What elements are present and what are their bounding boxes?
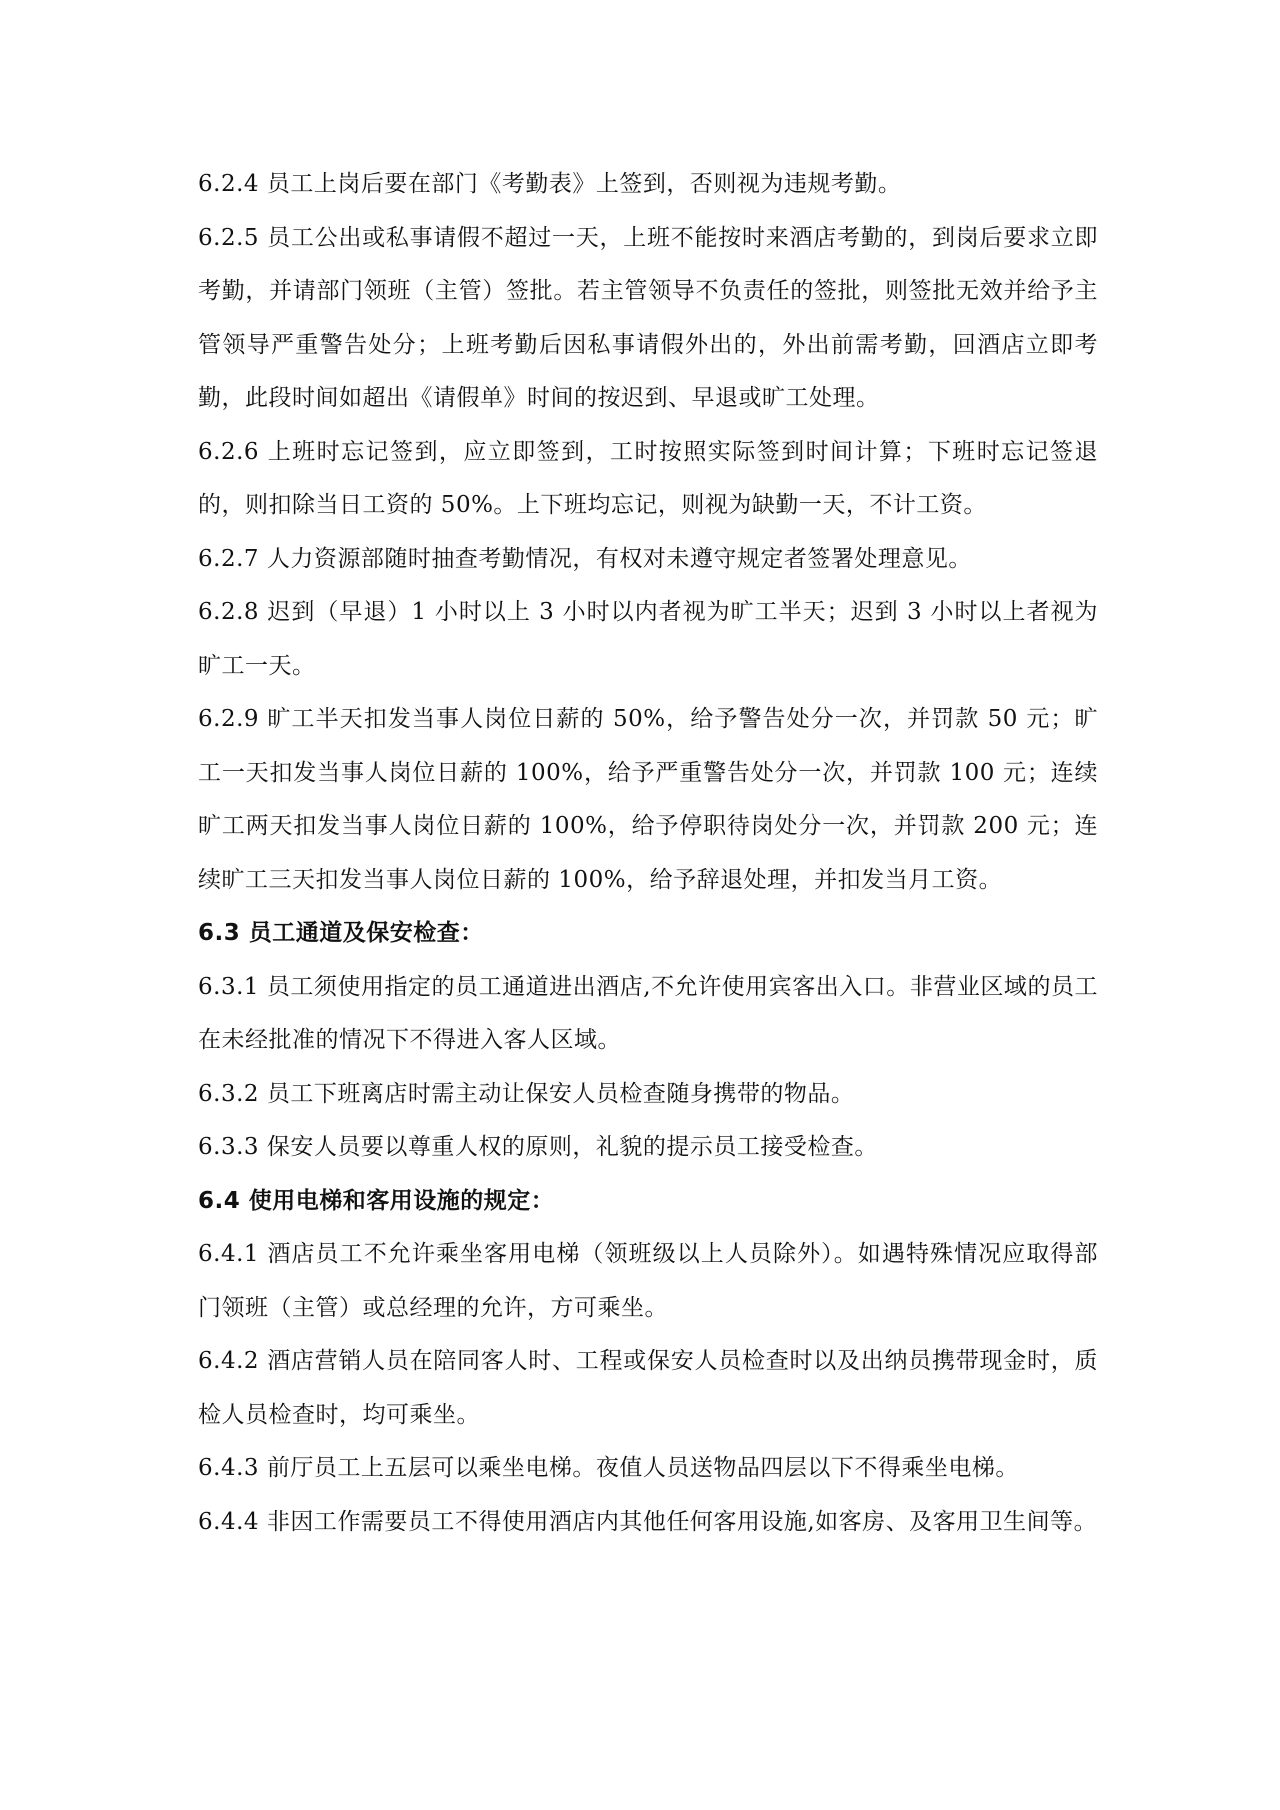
paragraph-6-4-1: 6.4.1 酒店员工不允许乘坐客用电梯（领班级以上人员除外）。如遇特殊情况应取得部门领班（主管）或总经理的允许，方可乘坐。 [198,1241,1098,1321]
section-heading-6-4: 6.4 使用电梯和客用设施的规定： [198,1187,555,1214]
paragraph-6-2-4: 6.2.4 员工上岗后要在部门《考勤表》上签到，否则视为违规考勤。 [198,171,902,197]
paragraph-6-3-2: 6.3.2 员工下班离店时需主动让保安人员检查随身携带的物品。 [198,1080,855,1107]
paragraph-6-4-3: 6.4.3 前厅员工上五层可以乘坐电梯。夜值人员送物品四层以下不得乘坐电梯。 [198,1455,1019,1481]
paragraph-6-2-7: 6.2.7 人力资源部随时抽查考勤情况，有权对未遵守规定者签署处理意见。 [198,545,972,572]
document-body [198,158,1098,1549]
paragraph-6-2-5: 6.2.5 员工公出或私事请假不超过一天，上班不能按时来酒店考勤的，到岗后要求立即考勤，并请部门领班（主管）签批。若主管领导不负责任的签批，则签批无效并给予主管领导严重警告处分；上班考勤后因私事请假外出的，外出前需考勤，回酒店立即考勤，此段时间如超出《请假单》时间的按迟到、早退或旷工处理。 [198,224,1098,411]
paragraph-6-2-6: 6.2.6 上班时忘记签到，应立即签到，工时按照实际签到时间计算；下班时忘记签退的，则扣除当日工资的 50%。上下班均忘记，则视为缺勤一天，不计工资。 [198,438,1098,518]
paragraph-6-2-8: 6.2.8 迟到（早退）1 小时以上 3 小时以内者视为旷工半天；迟到 3 小时以上者视为旷工一天。 [198,599,1098,679]
paragraph-6-3-1: 6.3.1 员工须使用指定的员工通道进出酒店,不允许使用宾客出入口。非营业区域的员工在未经批准的情况下不得进入客人区域。 [198,973,1098,1053]
paragraph-6-2-9: 6.2.9 旷工半天扣发当事人岗位日薪的 50%，给予警告处分一次，并罚款 50 元；旷工一天扣发当事人岗位日薪的 100%，给予严重警告处分一次，并罚款 100 元；连续旷工两天扣发当事人岗位日薪的 100%，给予停职待岗处分一次，并罚款 200 元；连续旷工三天扣发当事人岗位日薪的 100%，给予辞退处理，并扣发当月工资。 [198,706,1098,893]
paragraph-6-4-4: 6.4.4 非因工作需要员工不得使用酒店内其他任何客用设施,如客房、及客用卫生间等。 [198,1508,1098,1535]
paragraph-6-4-2: 6.4.2 酒店营销人员在陪同客人时、工程或保安人员检查时以及出纳员携带现金时，质检人员检查时，均可乘坐。 [198,1348,1098,1428]
paragraph-6-3-3: 6.3.3 保安人员要以尊重人权的原则，礼貌的提示员工接受检查。 [198,1134,878,1160]
section-heading-6-3: 6.3 员工通道及保安检查： [198,920,484,946]
